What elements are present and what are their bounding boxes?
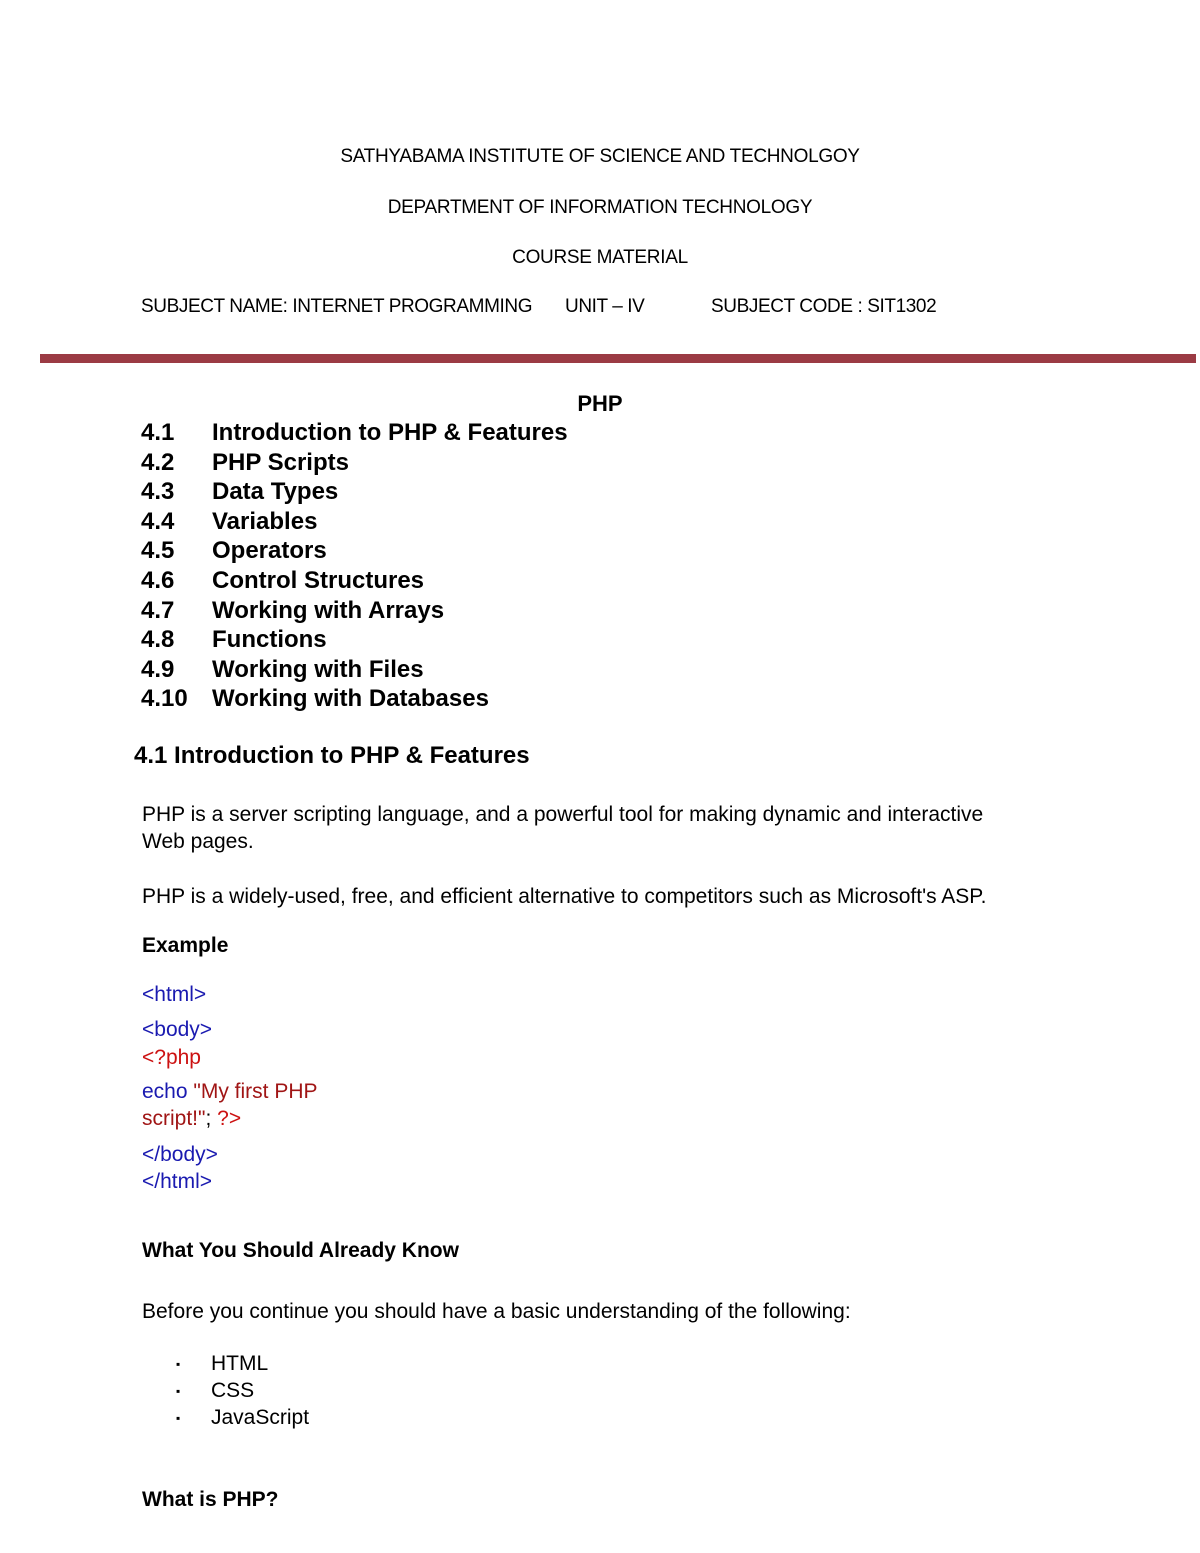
toc-item	[141, 625, 568, 655]
toc-label: Data Types	[212, 478, 339, 506]
table-of-contents	[141, 418, 568, 714]
toc-number: 4.3	[141, 478, 175, 506]
toc-number: 4.2	[141, 448, 175, 476]
header-divider	[40, 354, 1196, 363]
code-html-open: <html>	[142, 983, 207, 1006]
what-is-php-heading: What is PHP?	[142, 1488, 279, 1511]
toc-label: Introduction to PHP & Features	[212, 419, 568, 446]
department-name: DEPARTMENT OF INFORMATION TECHNOLOGY	[387, 197, 813, 218]
toc-item	[141, 507, 568, 537]
toc-item	[141, 418, 568, 448]
code-echo-line-cont	[142, 1105, 241, 1132]
toc-item	[141, 536, 568, 566]
page-title: PHP	[577, 391, 623, 416]
toc-number: 4.7	[141, 596, 175, 624]
prerequisite-list	[176, 1350, 309, 1431]
toc-label: Functions	[212, 626, 327, 654]
toc-number: 4.5	[141, 537, 175, 565]
subject-code: SUBJECT CODE : SIT1302	[711, 296, 937, 317]
list-item-label: CSS	[211, 1379, 255, 1402]
code-echo-string: "My first PHP	[187, 1080, 318, 1103]
list-item	[176, 1404, 309, 1431]
toc-item	[141, 448, 568, 478]
toc-item	[141, 566, 568, 596]
toc-label: Operators	[212, 537, 327, 565]
list-item	[176, 1377, 309, 1404]
toc-item	[141, 477, 568, 507]
bullet-icon: ▪	[176, 1410, 181, 1425]
institute-name: SATHYABAMA INSTITUTE OF SCIENCE AND TECHNOLGOY	[340, 146, 860, 167]
toc-label: Variables	[212, 507, 318, 535]
intro-paragraph	[142, 801, 1132, 855]
toc-label: Control Structures	[212, 566, 425, 594]
toc-label: PHP Scripts	[212, 448, 349, 476]
toc-number: 4.6	[141, 566, 175, 594]
toc-label: Working with Databases	[212, 685, 489, 713]
code-body-close: </body>	[142, 1143, 218, 1166]
section-heading: 4.1 Introduction to PHP & Features	[134, 742, 530, 769]
unit-label: UNIT – IV	[565, 296, 645, 317]
toc-item	[141, 596, 568, 626]
code-body-open: <body>	[142, 1018, 213, 1041]
intro-paragraph-line: PHP is a server scripting language, and a powerful tool for making dynamic and interactive	[142, 803, 984, 826]
code-echo-line	[142, 1078, 318, 1105]
subject-name: SUBJECT NAME: INTERNET PROGRAMMING	[141, 296, 533, 317]
toc-item	[141, 684, 568, 714]
alternative-paragraph: PHP is a widely-used, free, and efficient alternative to competitors such as Microsoft's ASP.	[142, 885, 987, 908]
bullet-icon: ▪	[176, 1383, 181, 1398]
toc-number: 4.8	[141, 626, 175, 654]
toc-item	[141, 655, 568, 685]
list-item-label: JavaScript	[211, 1406, 310, 1429]
toc-label: Working with Files	[212, 655, 424, 683]
code-html-close: </html>	[142, 1170, 213, 1193]
course-material-label: COURSE MATERIAL	[512, 247, 688, 268]
toc-number: 4.4	[141, 507, 175, 535]
code-echo-keyword: echo	[142, 1080, 188, 1103]
toc-number: 4.10	[141, 685, 188, 713]
code-php-close: ?>	[217, 1107, 242, 1130]
bullet-icon: ▪	[176, 1356, 181, 1371]
code-php-open: <?php	[142, 1046, 201, 1069]
list-item-label: HTML	[211, 1352, 269, 1375]
list-item	[176, 1350, 309, 1377]
toc-label: Working with Arrays	[212, 596, 445, 624]
know-intro: Before you continue you should have a basic understanding of the following:	[142, 1300, 851, 1323]
toc-number: 4.1	[141, 419, 175, 446]
code-semicolon: ;	[205, 1107, 218, 1130]
example-heading: Example	[142, 934, 229, 957]
intro-paragraph-line: Web pages.	[142, 830, 254, 853]
code-echo-string: script!"	[142, 1107, 206, 1130]
know-heading: What You Should Already Know	[142, 1239, 459, 1262]
toc-number: 4.9	[141, 655, 175, 683]
